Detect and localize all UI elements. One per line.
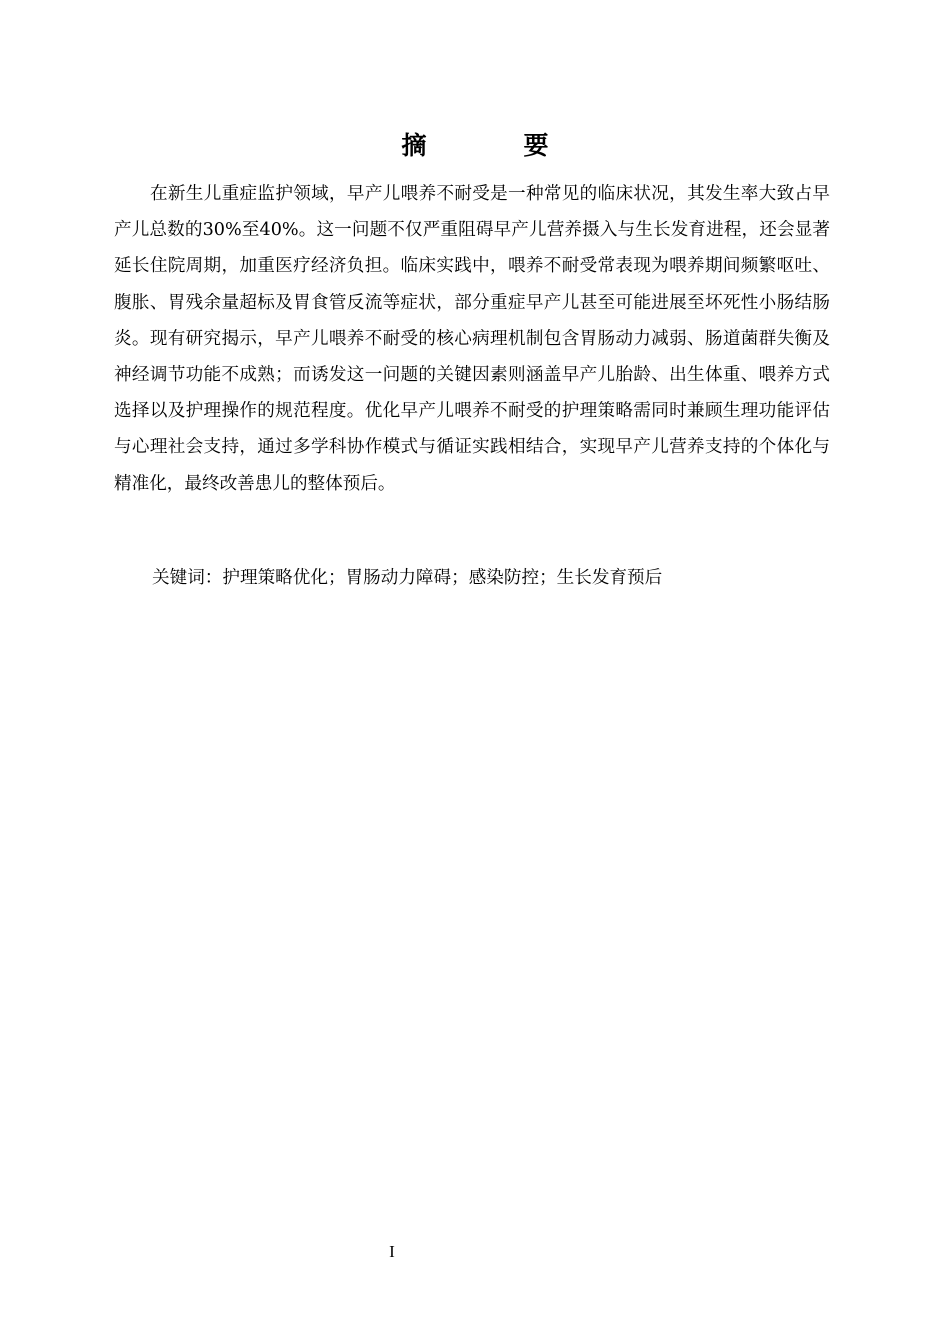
keywords-label: 关键词： xyxy=(152,568,223,588)
abstract-paragraph: 在新生儿重症监护领域，早产儿喂养不耐受是一种常见的临床状况，其发生率大致占早产儿总数的30%至40%。这一问题不仅严重阻碍早产儿营养摄入与生长发育进程，还会显著延长住院周期，加重医疗经济负担。临床实践中，喂养不耐受常表现为喂养期间频繁呕吐、腹胀、胃残余量超标及胃食管反流等症状，部分重症早产儿甚至可能进展至坏死性小肠结肠炎。现有研究揭示，早产儿喂养不耐受的核心病理机制包含胃肠动力减弱、肠道菌群失衡及神经调节功能不成熟；而诱发这一问题的关键因素则涵盖早产儿胎龄、出生体重、喂养方式选择以及护理操作的规范程度。优化早产儿喂养不耐受的护理策略需同时兼顾生理功能评估与心理社会支持，通过多学科协作模式与循证实践相结合，实现早产儿营养支持的个体化与精准化，最终改善患儿的整体预后。 xyxy=(114,184,830,494)
keywords-line xyxy=(152,562,832,594)
abstract-title: 摘 要 xyxy=(401,131,585,160)
keywords-list: 护理策略优化；胃肠动力障碍；感染防控；生长发育预后 xyxy=(222,568,663,588)
page-number: I xyxy=(389,1242,395,1261)
